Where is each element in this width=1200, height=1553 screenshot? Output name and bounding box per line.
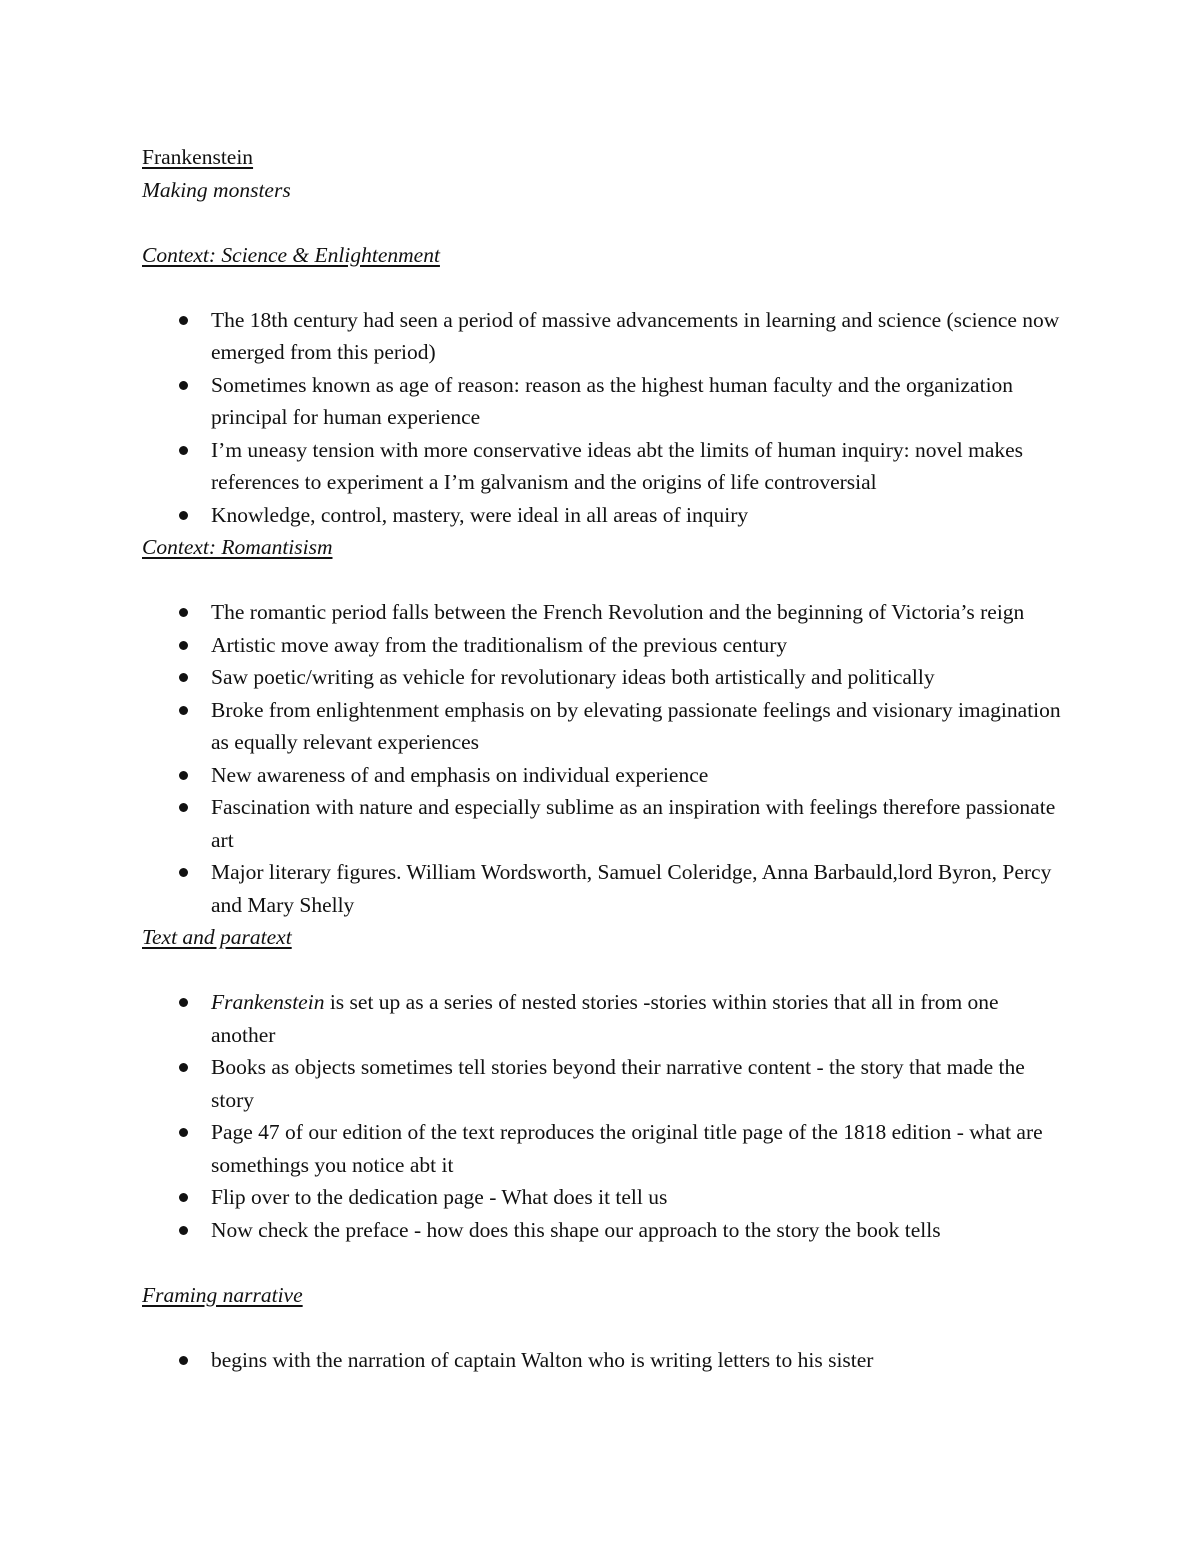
list-item (142, 791, 1062, 856)
list-item (142, 1181, 1062, 1214)
list-item-text: begins with the narration of captain Walton who is writing letters to his sister (211, 1347, 874, 1372)
list-item (142, 856, 1062, 921)
list-item-text: The 18th century had seen a period of massive advancements in learning and science (science now emerged from this period) (211, 307, 1060, 364)
list-item (142, 759, 1062, 792)
list-item-emphasis: Frankenstein (211, 990, 325, 1014)
list-item (142, 434, 1062, 499)
section-heading-romanticism: Context: Romantisism (142, 535, 333, 559)
list-item-text: Artistic move away from the traditionalism of the previous century (211, 632, 788, 657)
list-item-text: I’m uneasy tension with more conservative ideas abt the limits of human inquiry: novel makes references to experiment a I’m galvanism and the origins of life controversial (211, 437, 1024, 494)
list-item (142, 369, 1062, 434)
list-item-text: The romantic period falls between the French Revolution and the beginning of Victoria’s reign (211, 600, 1025, 624)
bullet-icon (179, 316, 188, 325)
list-item-text: Books as objects sometimes tell stories beyond their narrative content - the story that made the story (211, 1055, 1025, 1112)
bullet-icon (179, 608, 188, 617)
bullet-icon (179, 803, 188, 812)
list-item-text: Saw poetic/writing as vehicle for revolutionary ideas both artistically and politically (211, 665, 935, 689)
blank-line (142, 1246, 1062, 1279)
bullet-icon (179, 706, 188, 715)
list-item-text: Flip over to the dedication page - What does it tell us (211, 1185, 668, 1209)
bullet-icon (179, 868, 188, 877)
section-heading-framing: Framing narrative (142, 1282, 303, 1307)
list-item (142, 304, 1062, 369)
list-item (142, 629, 1062, 662)
list-item (142, 1116, 1062, 1181)
list-item-text: Fascination with nature and especially sublime as an inspiration with feelings therefore passionate art (211, 795, 1056, 852)
list-item-text: Broke from enlightenment emphasis on by elevating passionate feelings and visionary imagination as equally relevant experiences (211, 697, 1061, 754)
bullet-list-science (142, 304, 1062, 532)
list-item-text: Sometimes known as age of reason: reason as the highest human faculty and the organization principal for human experience (211, 372, 1014, 429)
list-item (142, 596, 1062, 629)
bullet-icon (179, 998, 188, 1007)
section-heading-science: Context: Science & Enlightenment (142, 242, 440, 267)
bullet-list-romanticism (142, 596, 1062, 921)
bullet-icon (179, 1063, 188, 1072)
blank-line (142, 954, 1062, 987)
list-item-text: is set up as a series of nested stories -stories within stories that all in from one another (211, 990, 999, 1047)
blank-line (142, 206, 1062, 239)
list-item (142, 661, 1062, 694)
document-title: Frankenstein (142, 145, 254, 169)
list-item-text: Now check the preface - how does this shape our approach to the story the book tells (211, 1217, 941, 1242)
bullet-list-framing (142, 1344, 1062, 1377)
bullet-icon (179, 1226, 188, 1235)
blank-line (142, 271, 1062, 304)
bullet-list-paratext (142, 986, 1062, 1246)
blank-line (142, 564, 1062, 597)
bullet-icon (179, 511, 188, 520)
bullet-icon (179, 1128, 188, 1137)
list-item (142, 986, 1062, 1051)
list-item (142, 1051, 1062, 1116)
bullet-icon (179, 641, 188, 650)
list-item (142, 499, 1062, 532)
document-body (142, 141, 1062, 1376)
list-item (142, 1214, 1062, 1247)
bullet-icon (179, 446, 188, 455)
list-item-text: New awareness of and emphasis on individual experience (211, 762, 709, 787)
bullet-icon (179, 381, 188, 390)
list-item-text: Major literary figures. William Wordsworth, Samuel Coleridge, Anna Barbauld,lord Byron, Percy and Mary Shelly (211, 860, 1052, 917)
blank-line (142, 1311, 1062, 1344)
bullet-icon (179, 771, 188, 780)
bullet-icon (179, 1193, 188, 1202)
bullet-icon (179, 673, 188, 682)
bullet-icon (179, 1356, 188, 1365)
document-subtitle: Making monsters (142, 177, 291, 202)
list-item (142, 1344, 1062, 1377)
section-heading-paratext: Text and paratext (142, 925, 292, 949)
list-item (142, 694, 1062, 759)
list-item-text: Page 47 of our edition of the text reproduces the original title page of the 1818 edition - what are somethings you notice abt it (211, 1120, 1043, 1177)
list-item-text: Knowledge, control, mastery, were ideal in all areas of inquiry (211, 502, 749, 527)
